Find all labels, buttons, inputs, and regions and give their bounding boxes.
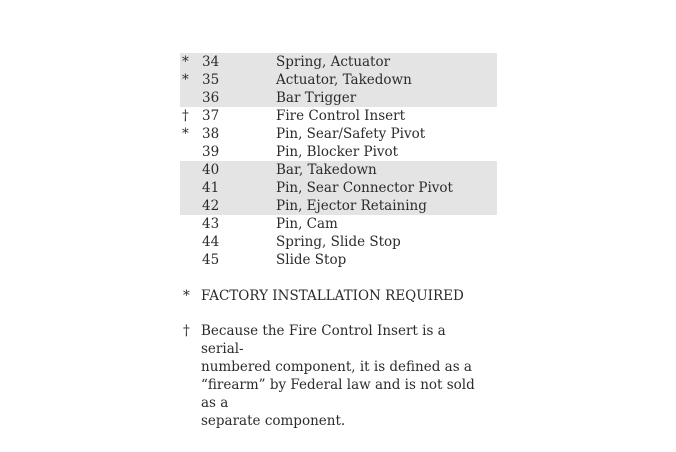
dagger-mark: †	[182, 108, 189, 124]
note-text-block	[201, 322, 480, 430]
table-row	[180, 53, 497, 71]
table-row	[180, 107, 497, 125]
asterisk-mark: *	[182, 126, 189, 142]
note-text: FACTORY INSTALLATION REQUIRED	[201, 288, 464, 304]
asterisk-mark: *	[182, 54, 189, 70]
table-row	[180, 215, 497, 233]
part-description: Bar Trigger	[276, 90, 357, 106]
table-row	[180, 161, 497, 179]
note-line: “firearm” by Federal law and is not sold as a	[201, 377, 475, 411]
part-description: Pin, Cam	[276, 216, 338, 232]
part-number: 37	[202, 108, 220, 124]
part-description: Pin, Sear/Safety Pivot	[276, 126, 426, 142]
parts-table	[180, 53, 497, 269]
table-row	[180, 179, 497, 197]
part-number: 36	[202, 90, 220, 106]
table-row	[180, 251, 497, 269]
table-row	[180, 125, 497, 143]
part-description: Slide Stop	[276, 252, 347, 268]
asterisk-mark: *	[182, 72, 189, 88]
part-description: Pin, Ejector Retaining	[276, 198, 427, 214]
part-number: 35	[202, 72, 220, 88]
part-number: 42	[202, 198, 220, 214]
table-row	[180, 89, 497, 107]
part-description: Fire Control Insert	[276, 108, 406, 124]
part-number: 38	[202, 126, 220, 142]
part-number: 45	[202, 252, 220, 268]
note-line: separate component.	[201, 413, 346, 429]
part-description: Spring, Actuator	[276, 54, 391, 70]
table-row	[180, 71, 497, 89]
part-number: 43	[202, 216, 220, 232]
part-number: 34	[202, 54, 220, 70]
part-number: 41	[202, 180, 220, 196]
part-number: 40	[202, 162, 220, 178]
note-line: Because the Fire Control Insert is a serial-	[201, 323, 446, 357]
table-row	[180, 197, 497, 215]
table-row	[180, 143, 497, 161]
part-description: Spring, Slide Stop	[276, 234, 401, 250]
note-line: numbered component, it is defined as a	[201, 359, 472, 375]
table-row	[180, 233, 497, 251]
asterisk-mark: *	[183, 288, 190, 304]
part-description: Pin, Sear Connector Pivot	[276, 180, 453, 196]
part-number: 44	[202, 234, 220, 250]
part-number: 39	[202, 144, 220, 160]
part-description: Pin, Blocker Pivot	[276, 144, 399, 160]
dagger-mark: †	[183, 323, 190, 339]
part-description: Bar, Takedown	[276, 162, 377, 178]
factory-installation-note	[180, 287, 480, 305]
part-description: Actuator, Takedown	[276, 72, 412, 88]
fire-control-insert-note	[180, 322, 480, 430]
